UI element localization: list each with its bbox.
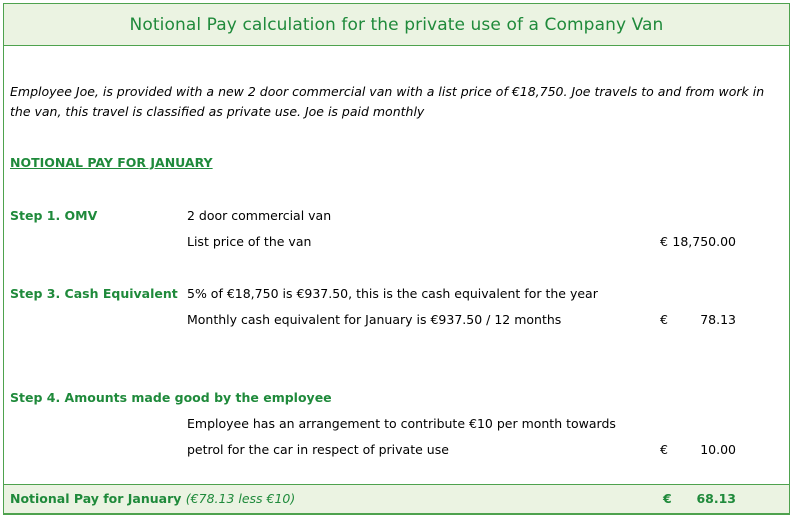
step-1-label: Step 1. OMV (10, 208, 98, 223)
step-4-amount: 10.00 (700, 442, 736, 457)
step-3-label: Step 3. Cash Equivalent (10, 286, 178, 301)
worksheet-frame (3, 3, 790, 515)
total-amount: 68.13 (696, 491, 736, 506)
total-row-label (10, 491, 295, 506)
section-heading: NOTIONAL PAY FOR JANUARY (10, 155, 213, 170)
step-3-currency: € (660, 312, 668, 327)
title-bar (3, 3, 790, 46)
total-currency: € (663, 491, 672, 506)
step-4-currency: € (660, 442, 668, 457)
step-1-line-1: 2 door commercial van (187, 208, 332, 223)
total-note: (€78.13 less €10) (185, 491, 296, 506)
step-4-line-2: petrol for the car in respect of private use (187, 442, 449, 457)
page-title: Notional Pay calculation for the private use of a Company Van (129, 14, 664, 35)
total-label: Notional Pay for January (10, 491, 182, 506)
step-4-label: Step 4. Amounts made good by the employee (10, 390, 332, 405)
step-1-currency: € (660, 234, 668, 249)
intro-paragraph: Employee Joe, is provided with a new 2 door commercial van with a list price of €18,750. Joe travels to and from work in the van, this travel is classified as private use. Joe is paid monthly (10, 84, 765, 119)
step-3-line-1: 5% of €18,750 is €937.50, this is the cash equivalent for the year (187, 286, 598, 301)
step-4-line-1: Employee has an arrangement to contribute €10 per month towards (187, 416, 616, 431)
step-1-amount: 18,750.00 (672, 234, 736, 249)
step-1-line-2: List price of the van (187, 234, 312, 249)
step-3-amount: 78.13 (700, 312, 736, 327)
step-3-line-2: Monthly cash equivalent for January is €937.50 / 12 months (187, 312, 562, 327)
